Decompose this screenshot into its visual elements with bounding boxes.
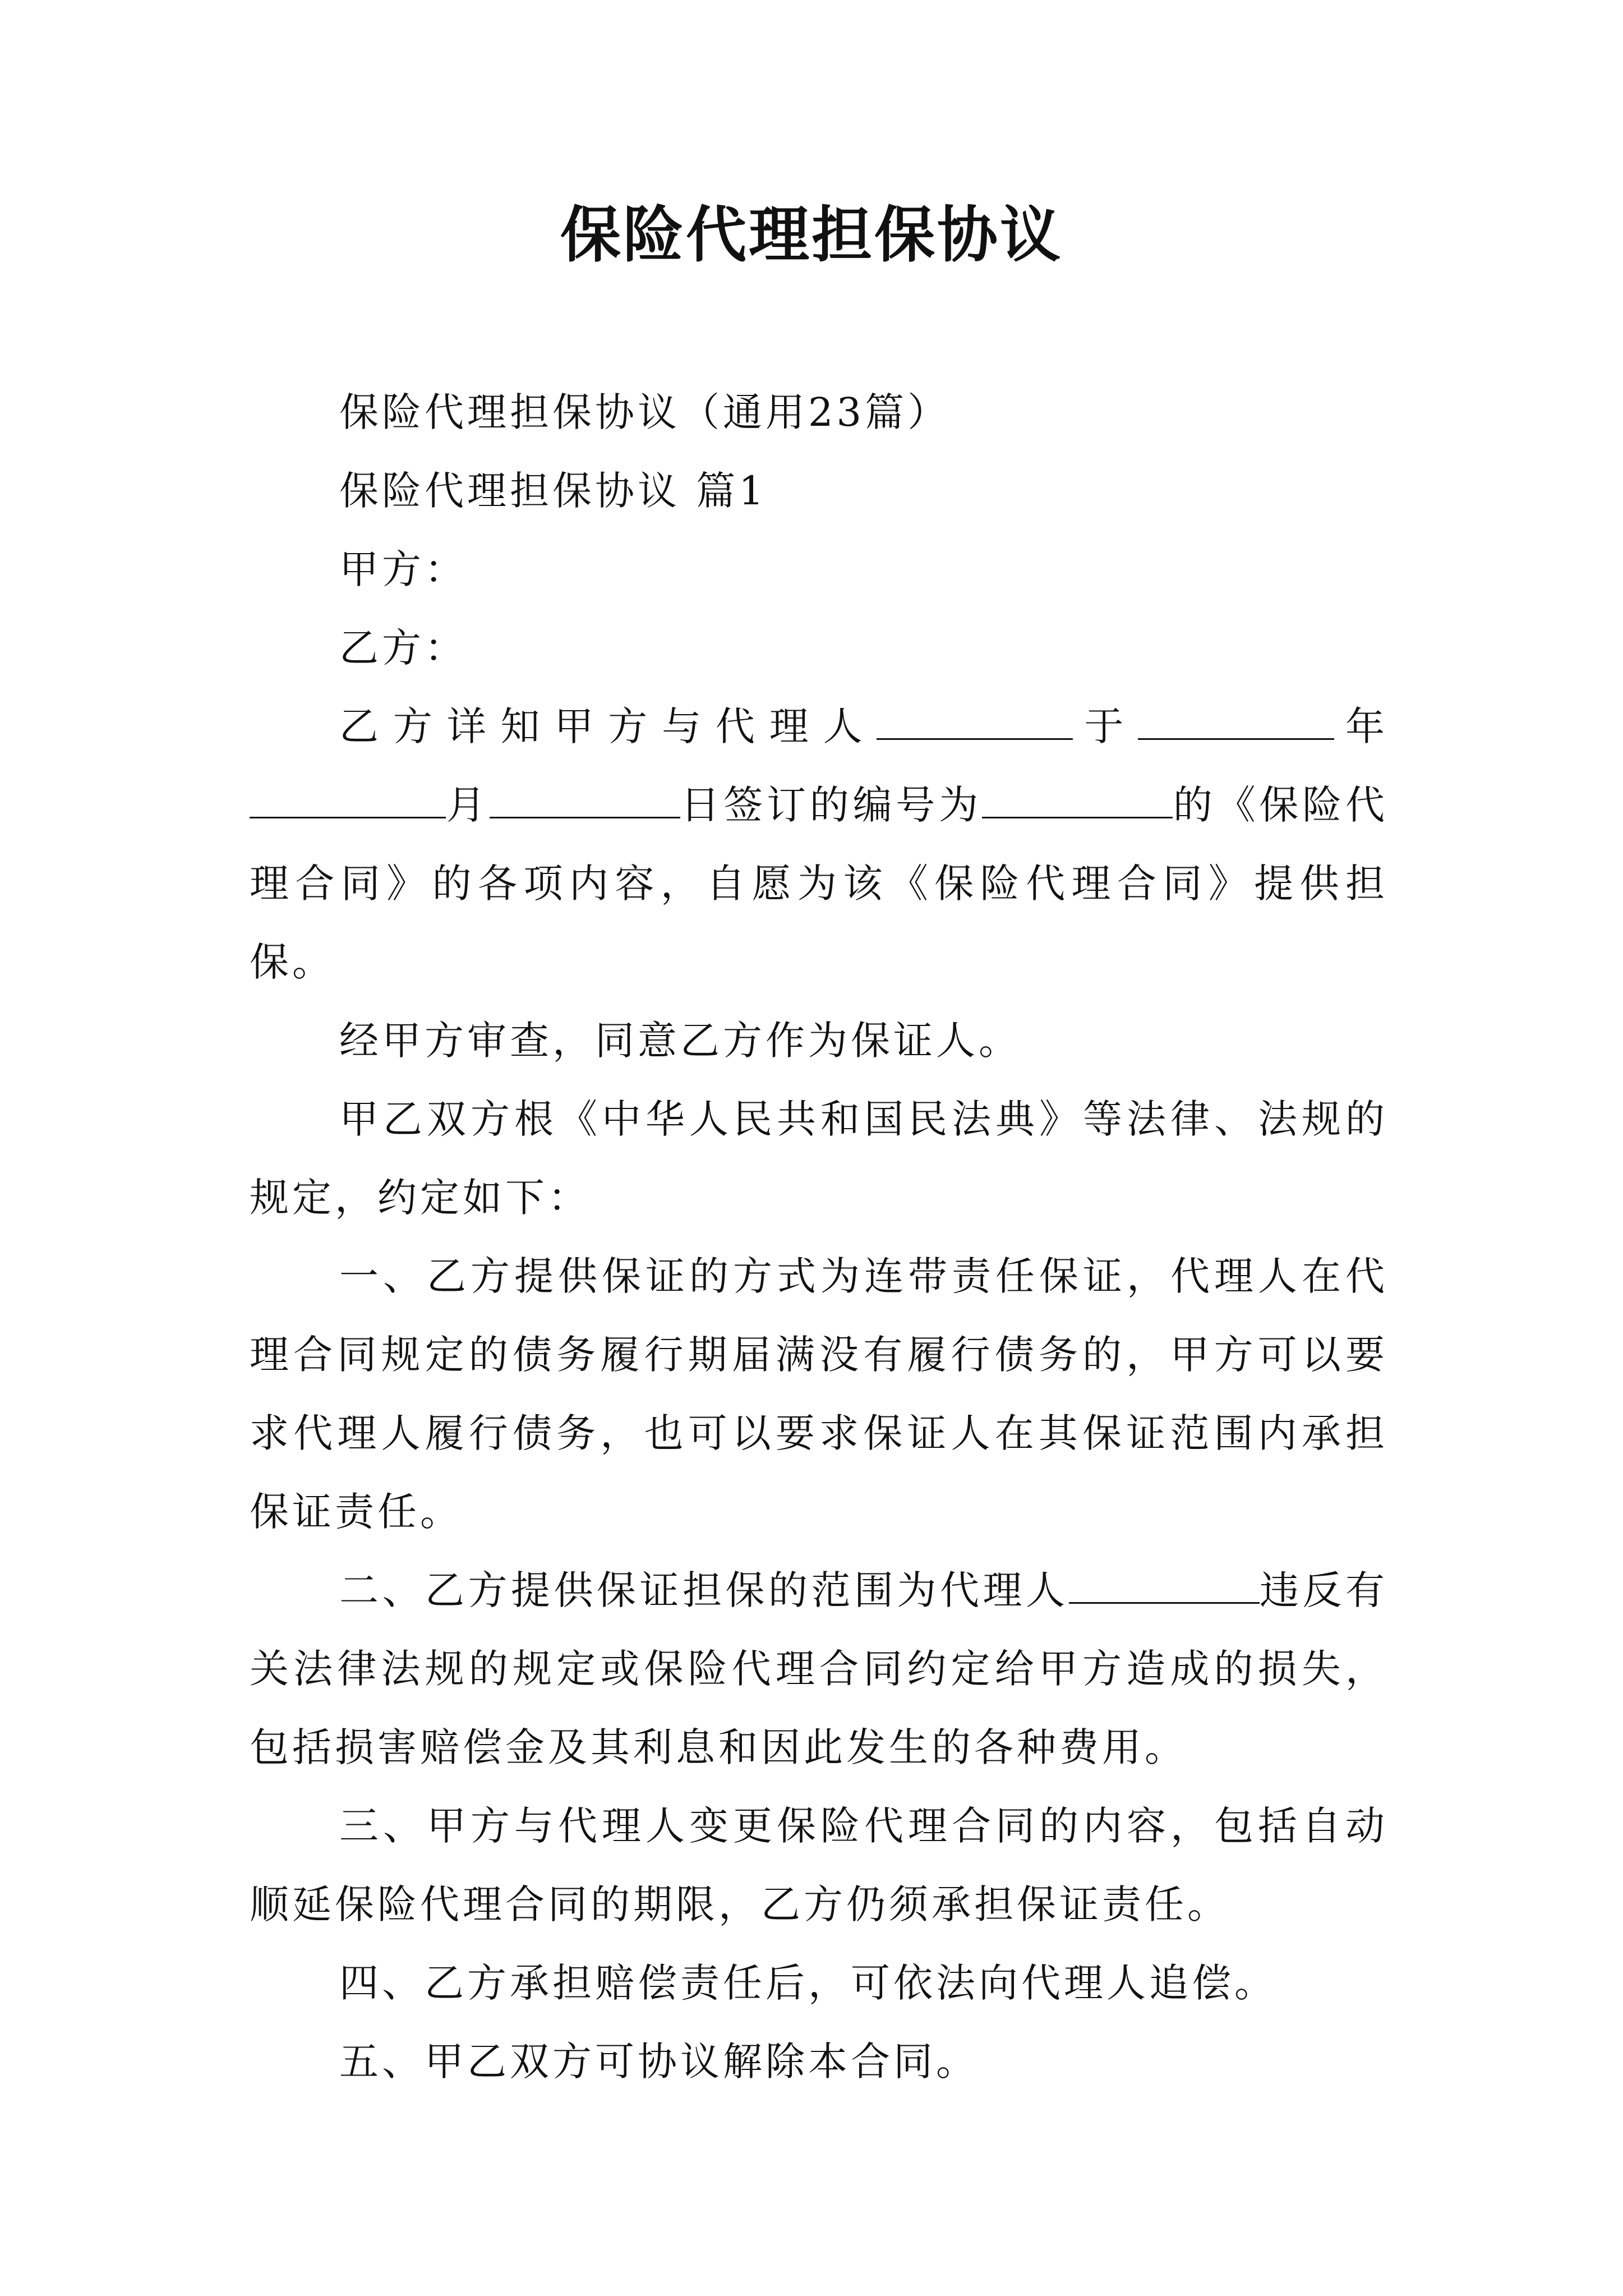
- clause-2: [250, 1551, 1388, 1787]
- intro-text-5: 日签订的编号为: [680, 782, 983, 828]
- party-a-label: 甲方：: [339, 546, 467, 592]
- subtitle: 保险代理担保协议（通用23篇）: [339, 389, 951, 435]
- year-blank: [1138, 699, 1334, 740]
- intro-text-6: 的《保险代理合同》的各项内容，自愿为该《保险代理合同》提供担保。: [250, 782, 1389, 985]
- clause-2-text-2: 违反有关法律法规的规定或保险代理合同约定给甲方造成的损失，包括损害赔偿金及其利息和因此发生的各种费用。: [250, 1567, 1388, 1770]
- intro-paragraph: [250, 687, 1388, 1001]
- section-heading: 保险代理担保协议 篇1: [339, 468, 767, 514]
- intro-text-2: 于: [1073, 703, 1138, 749]
- intro-text-1: 乙方详知甲方与代理人: [339, 703, 877, 749]
- month-lead-blank: [250, 777, 446, 818]
- clause-5: 五、甲乙双方可协议解除本合同。: [339, 2039, 979, 2085]
- agent-name-blank: [877, 699, 1073, 740]
- clause-4: 四、乙方承担赔偿责任后，可依法向代理人追偿。: [339, 1960, 1277, 2006]
- approval-paragraph: 经甲方审查，同意乙方作为保证人。: [339, 1018, 1021, 1064]
- document-title: 保险代理担保协议: [560, 200, 1063, 270]
- contract-number-blank: [982, 777, 1173, 818]
- clause-2-text-1: 二、乙方提供保证担保的范围为代理人: [339, 1567, 1069, 1613]
- clause-3: 三、甲方与代理人变更保险代理合同的内容，包括自动顺延保险代理合同的期限，乙方仍须承担保证责任。: [250, 1803, 1388, 1927]
- intro-text-3: 年: [1334, 703, 1389, 749]
- party-b-label: 乙方：: [339, 625, 467, 671]
- intro-text-4: 月: [446, 782, 490, 828]
- agent-blank: [1069, 1563, 1260, 1604]
- day-blank: [490, 777, 680, 818]
- basis-paragraph: 甲乙双方根《中华人民共和国民法典》等法律、法规的规定，约定如下：: [250, 1096, 1388, 1221]
- clause-1: 一、乙方提供保证的方式为连带责任保证，代理人在代理合同规定的债务履行期届满没有履行债务的，甲方可以要求代理人履行债务，也可以要求保证人在其保证范围内承担保证责任。: [250, 1253, 1388, 1535]
- document-body: [250, 373, 1388, 2101]
